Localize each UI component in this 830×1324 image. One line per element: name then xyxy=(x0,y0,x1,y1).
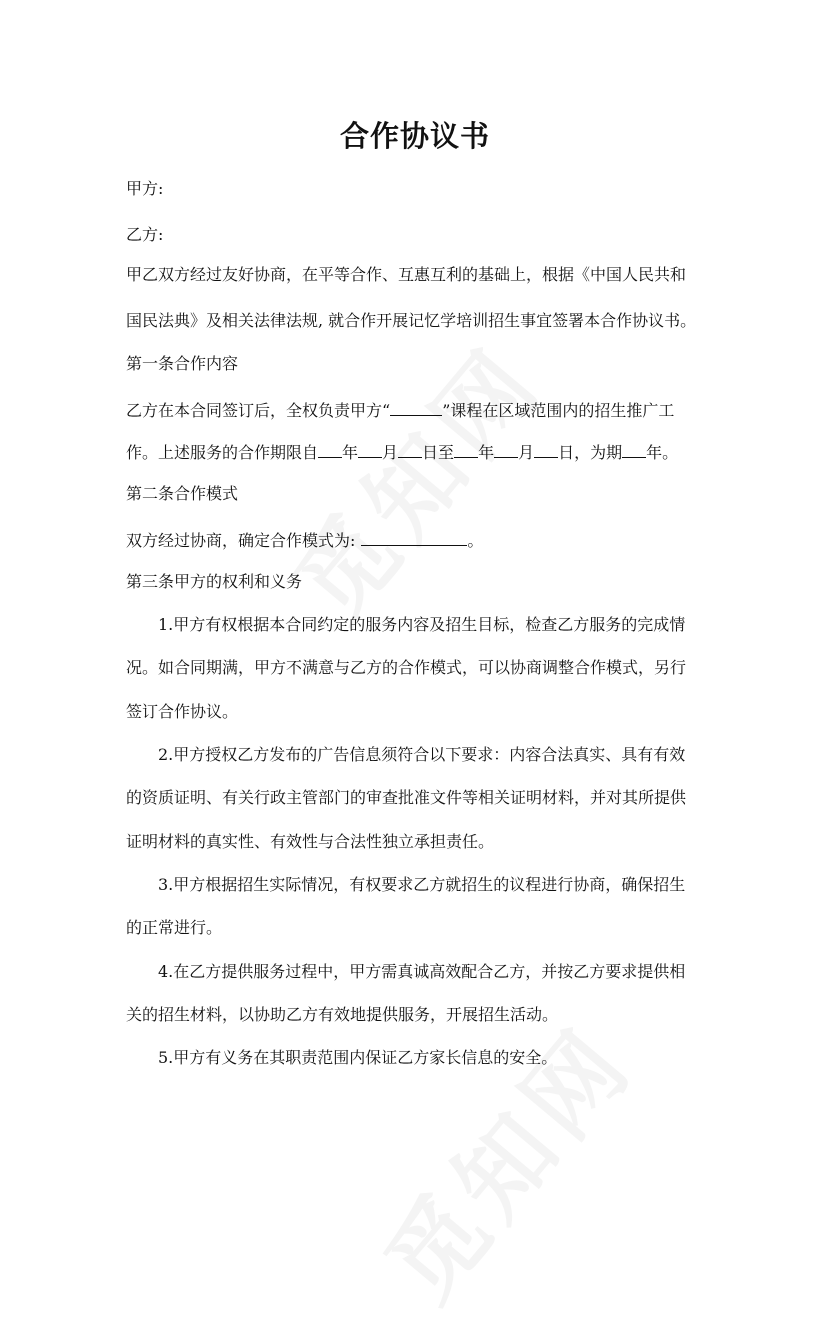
clause-line: 关的招生材料，以协助乙方有效地提供服务，开展招生活动。 xyxy=(126,1005,559,1024)
mode-blank xyxy=(361,528,467,546)
intro-line: 国民法典》及相关法律法规, 就合作开展记忆学培训招生事宜签署本合作协议书。 xyxy=(126,311,697,330)
clause-line: 签订合作协议。 xyxy=(126,702,239,721)
article1-text: 月 xyxy=(382,443,399,462)
article1-text: 月 xyxy=(518,443,535,462)
watermark xyxy=(259,313,568,645)
party-b-label: 乙方: xyxy=(126,225,164,244)
article1-line xyxy=(126,440,678,464)
watermark xyxy=(349,993,658,1324)
article2-text: 。 xyxy=(467,531,484,550)
article1-text: 年 xyxy=(342,443,359,462)
clause-line: 的正常进行。 xyxy=(126,918,223,937)
clause-line: 1.甲方有权根据本合同约定的服务内容及招生目标，检查乙方服务的完成情 xyxy=(158,615,686,634)
article1-text: 乙方在本合同签订后，全权负责甲方“ xyxy=(126,401,391,420)
clause-line: 3.甲方根据招生实际情况，有权要求乙方就招生的议程进行协商，确保招生 xyxy=(158,875,686,894)
article1-text: 作。上述服务的合作期限自 xyxy=(126,443,319,462)
article1-line xyxy=(126,398,674,422)
date-blank xyxy=(454,440,478,458)
clause-line: 2.甲方授权乙方发布的广告信息须符合以下要求：内容合法真实、具有有效 xyxy=(158,745,686,764)
article1-text: 日至 xyxy=(422,443,455,462)
article1-text: 年。 xyxy=(646,443,679,462)
article-heading: 第三条甲方的权利和义务 xyxy=(126,572,303,591)
article1-text: ”课程在区域范围内的招生推广工 xyxy=(442,401,675,420)
article-heading: 第一条合作内容 xyxy=(126,354,239,373)
term-blank xyxy=(622,440,646,458)
party-a-label: 甲方: xyxy=(126,179,164,198)
clause-line: 证明材料的真实性、有效性与合法性独立承担责任。 xyxy=(126,832,495,851)
clause-line: 5.甲方有义务在其职责范围内保证乙方家长信息的安全。 xyxy=(158,1048,558,1067)
course-blank xyxy=(390,398,442,416)
date-blank xyxy=(398,440,422,458)
document-title: 合作协议书 xyxy=(339,119,490,153)
date-blank xyxy=(318,440,342,458)
date-blank xyxy=(534,440,558,458)
article-heading: 第二条合作模式 xyxy=(126,484,239,503)
clause-line: 况。如合同期满，甲方不满意与乙方的合作模式，可以协商调整合作模式，另行 xyxy=(126,658,687,677)
article2-line xyxy=(126,528,483,552)
article2-text: 双方经过协商，确定合作模式为: xyxy=(126,531,356,550)
date-blank xyxy=(494,440,518,458)
article1-text: 年 xyxy=(478,443,495,462)
article1-text: 日，为期 xyxy=(558,443,623,462)
clause-line: 的资质证明、有关行政主管部门的审查批准文件等相关证明材料，并对其所提供 xyxy=(126,788,687,807)
clause-line: 4.在乙方提供服务过程中，甲方需真诚高效配合乙方，并按乙方要求提供相 xyxy=(158,962,686,981)
intro-line: 甲乙双方经过友好协商，在平等合作、互惠互利的基础上，根据《中国人民共和 xyxy=(126,265,687,284)
date-blank xyxy=(358,440,382,458)
